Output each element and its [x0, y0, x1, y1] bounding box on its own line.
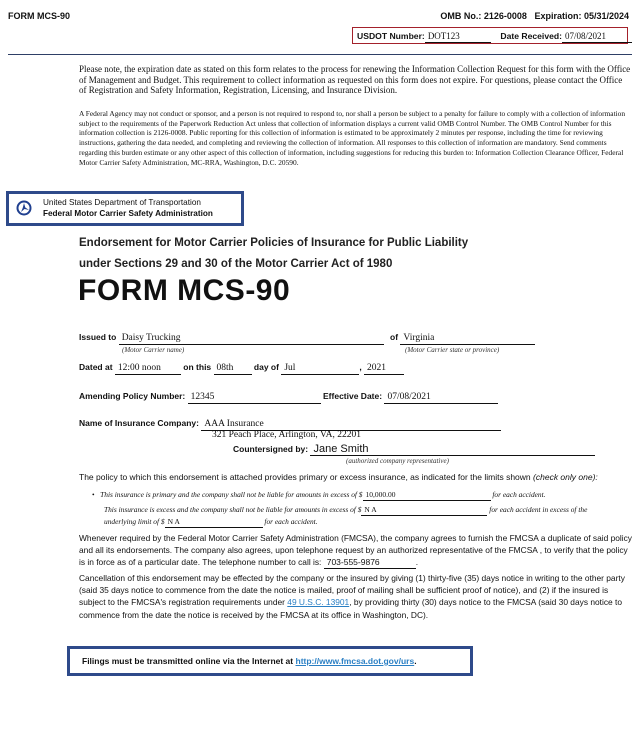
- underlying-limit-field[interactable]: N A: [165, 516, 263, 528]
- omb-number: OMB No.: 2126-0008: [440, 11, 527, 21]
- issued-to-label: Issued to: [79, 332, 117, 342]
- issued-to-row: [79, 332, 384, 345]
- filings-end: .: [414, 656, 417, 666]
- usc-13901-link[interactable]: 49 U.S.C. 13901: [287, 597, 350, 608]
- agency-line2: Federal Motor Carrier Safety Administration: [43, 209, 213, 218]
- filings-text: Filings must be transmitted online via the Internet at: [82, 656, 294, 666]
- underlying-row: [104, 516, 318, 528]
- policy-number-field[interactable]: 12345: [188, 392, 321, 404]
- time-field[interactable]: 12:00 noon: [115, 363, 181, 375]
- insurer-name-field[interactable]: AAA Insurance: [201, 419, 501, 431]
- underlying-suffix: for each accident.: [264, 517, 318, 526]
- countersigned-row: [233, 444, 595, 456]
- omb-expiration: [440, 11, 629, 21]
- state-sublabel: (Motor Carrier state or province): [405, 346, 500, 354]
- limits-intro-note: (check only one):: [533, 472, 598, 482]
- usdot-label: USDOT Number:: [357, 31, 425, 41]
- dated-row: Dated at 12:00 noon on this 08th day of Jul , 2021: [79, 362, 404, 375]
- excess-limit-field[interactable]: N A: [361, 504, 487, 516]
- primary-option[interactable]: [92, 489, 546, 501]
- phone-field[interactable]: 703-555-9876: [324, 557, 416, 569]
- policy-row: [79, 391, 498, 404]
- usdot-number-field[interactable]: DOT123: [425, 31, 491, 43]
- dot-logo-icon: [16, 200, 32, 216]
- furnish-paragraph: Whenever required by the Federal Motor Carrier Safety Administration (FMCSA), the company agrees to furnish the FMCSA a duplicate of said policy and all its endorsements. The company also agrees, upon telephone request by an authorized representative of the FMCSA , to verify that the policy is in force as of a particular date. The telephone number to call is: 703-555-9876 .: [79, 533, 632, 568]
- limits-intro-text: The policy to which this endorsement is attached provides primary or excess insurance, as indicated for the limits shown: [79, 472, 531, 482]
- state-field[interactable]: Virginia: [400, 333, 535, 345]
- countersigned-field[interactable]: Jane Smith: [310, 444, 595, 456]
- policy-number-label: Amending Policy Number:: [79, 391, 186, 401]
- effective-date-field[interactable]: 07/08/2021: [384, 392, 498, 404]
- year-field[interactable]: 2021: [364, 363, 404, 375]
- effective-date-label: Effective Date:: [323, 391, 383, 401]
- date-received-label: Date Received:: [500, 31, 562, 41]
- agency-line1: United States Department of Transportation: [43, 198, 201, 207]
- excess-suffix: for each accident in excess of the: [489, 505, 588, 514]
- limits-intro: [79, 472, 598, 482]
- title-line1: Endorsement for Motor Carrier Policies of Insurance for Public Liability: [79, 237, 469, 249]
- issued-to-field[interactable]: Daisy Trucking: [119, 333, 384, 345]
- primary-text: This insurance is primary and the company shall not be liable for amounts in excess of $: [100, 490, 363, 499]
- primary-radio-bullet[interactable]: •: [92, 490, 95, 499]
- primary-limit-field[interactable]: 10,000.00: [363, 489, 491, 501]
- fmcsa-urs-link[interactable]: http://www.fmcsa.dot.gov/urs: [295, 656, 415, 666]
- cancellation-text-b: , by providing thirty (30) days notice to the FMCSA (said 30 days notice to commence from the date the notice is received by the FMCSA at its office in Washington, DC).: [79, 597, 622, 620]
- expiration-note: Please note, the expiration date as stated on this form relates to the process for renewing the Information Collection Request for this form with the Office of Management and Budget. This requirement to collect information as requested on this form does not expire. For questions, please contact the Office of Registration and Safety Information, Registration, Licensing, and Insurance Division.: [79, 64, 631, 95]
- title-line2: under Sections 29 and 30 of the Motor Carrier Act of 1980: [79, 258, 393, 270]
- furnish-text: Whenever required by the Federal Motor Carrier Safety Administration (FMCSA), the company agrees to furnish the FMCSA a duplicate of said policy and all its endorsements. The company also agrees, upon telephone request by an authorized representative of the FMCSA , to verify that the policy is in force as of a particular date. The telephone number to call is:: [79, 533, 632, 568]
- excess-option[interactable]: [104, 504, 587, 516]
- cancellation-text-a: Cancellation of this endorsement may be effected by the company or the insured by giving (1) thirty-five (35) days notice in writing to the other party (said 35 days notice to commence from the date the notice is mailed, proof of mailing shall be sufficient proof of notice), and (2) if the insured is subject to the FMCSA's registration requirements under: [79, 573, 625, 608]
- cancellation-paragraph: [79, 572, 632, 621]
- state-row: [390, 332, 535, 345]
- primary-suffix: for each accident.: [492, 490, 546, 499]
- insurer-address: 321 Peach Place, Arlington, VA, 22201: [212, 430, 361, 440]
- countersigned-sublabel: (authorized company representative): [346, 457, 449, 465]
- on-this-label: on this: [183, 362, 212, 372]
- header-divider: [8, 54, 632, 55]
- filings-box: [67, 646, 473, 676]
- excess-text: This insurance is excess and the company shall not be liable for amounts in excess of $: [104, 505, 362, 514]
- of-label: of: [390, 332, 399, 342]
- paperwork-note: A Federal Agency may not conduct or sponsor, and a person is not required to respond to, nor shall a person be subject to a penalty for failure to comply with a collection of information subject to the requirements of the Paperwork Reduction Act unless that collection of information displays a current valid OMB Control Number. The OMB Control Number for this information collection is 2126-0008. Public reporting for this collection of information is estimated to be approximately 2 minutes per response, including the time for reviewing instructions, gathering the data needed, and completing and reviewing the collection of information. All responses to this collection of information are mandatory. Send comments regarding this burden estimate or any other aspect of this collection of information, including suggestions for reducing this burden to: Information Collection Clearance Officer, Federal Motor Carrier Safety Administration, MC-RRA, Washington, D.C. 20590.: [79, 109, 626, 167]
- usdot-box: [352, 27, 628, 44]
- issued-to-sublabel: (Motor Carrier name): [122, 346, 185, 354]
- day-of-label: day of: [253, 362, 279, 372]
- dated-at-label: Dated at: [79, 362, 113, 372]
- form-id: FORM MCS-90: [8, 11, 71, 21]
- agency-box: [6, 191, 244, 226]
- day-field[interactable]: 08th: [214, 363, 252, 375]
- form-title: FORM MCS-90: [78, 274, 291, 307]
- expiration-date: Expiration: 05/31/2024: [534, 11, 629, 21]
- month-field[interactable]: Jul: [281, 363, 359, 375]
- countersigned-label: Countersigned by:: [233, 444, 309, 454]
- underlying-text: underlying limit of $: [104, 517, 165, 526]
- insurer-label: Name of Insurance Company:: [79, 418, 199, 428]
- date-received-field[interactable]: 07/08/2021: [562, 31, 632, 43]
